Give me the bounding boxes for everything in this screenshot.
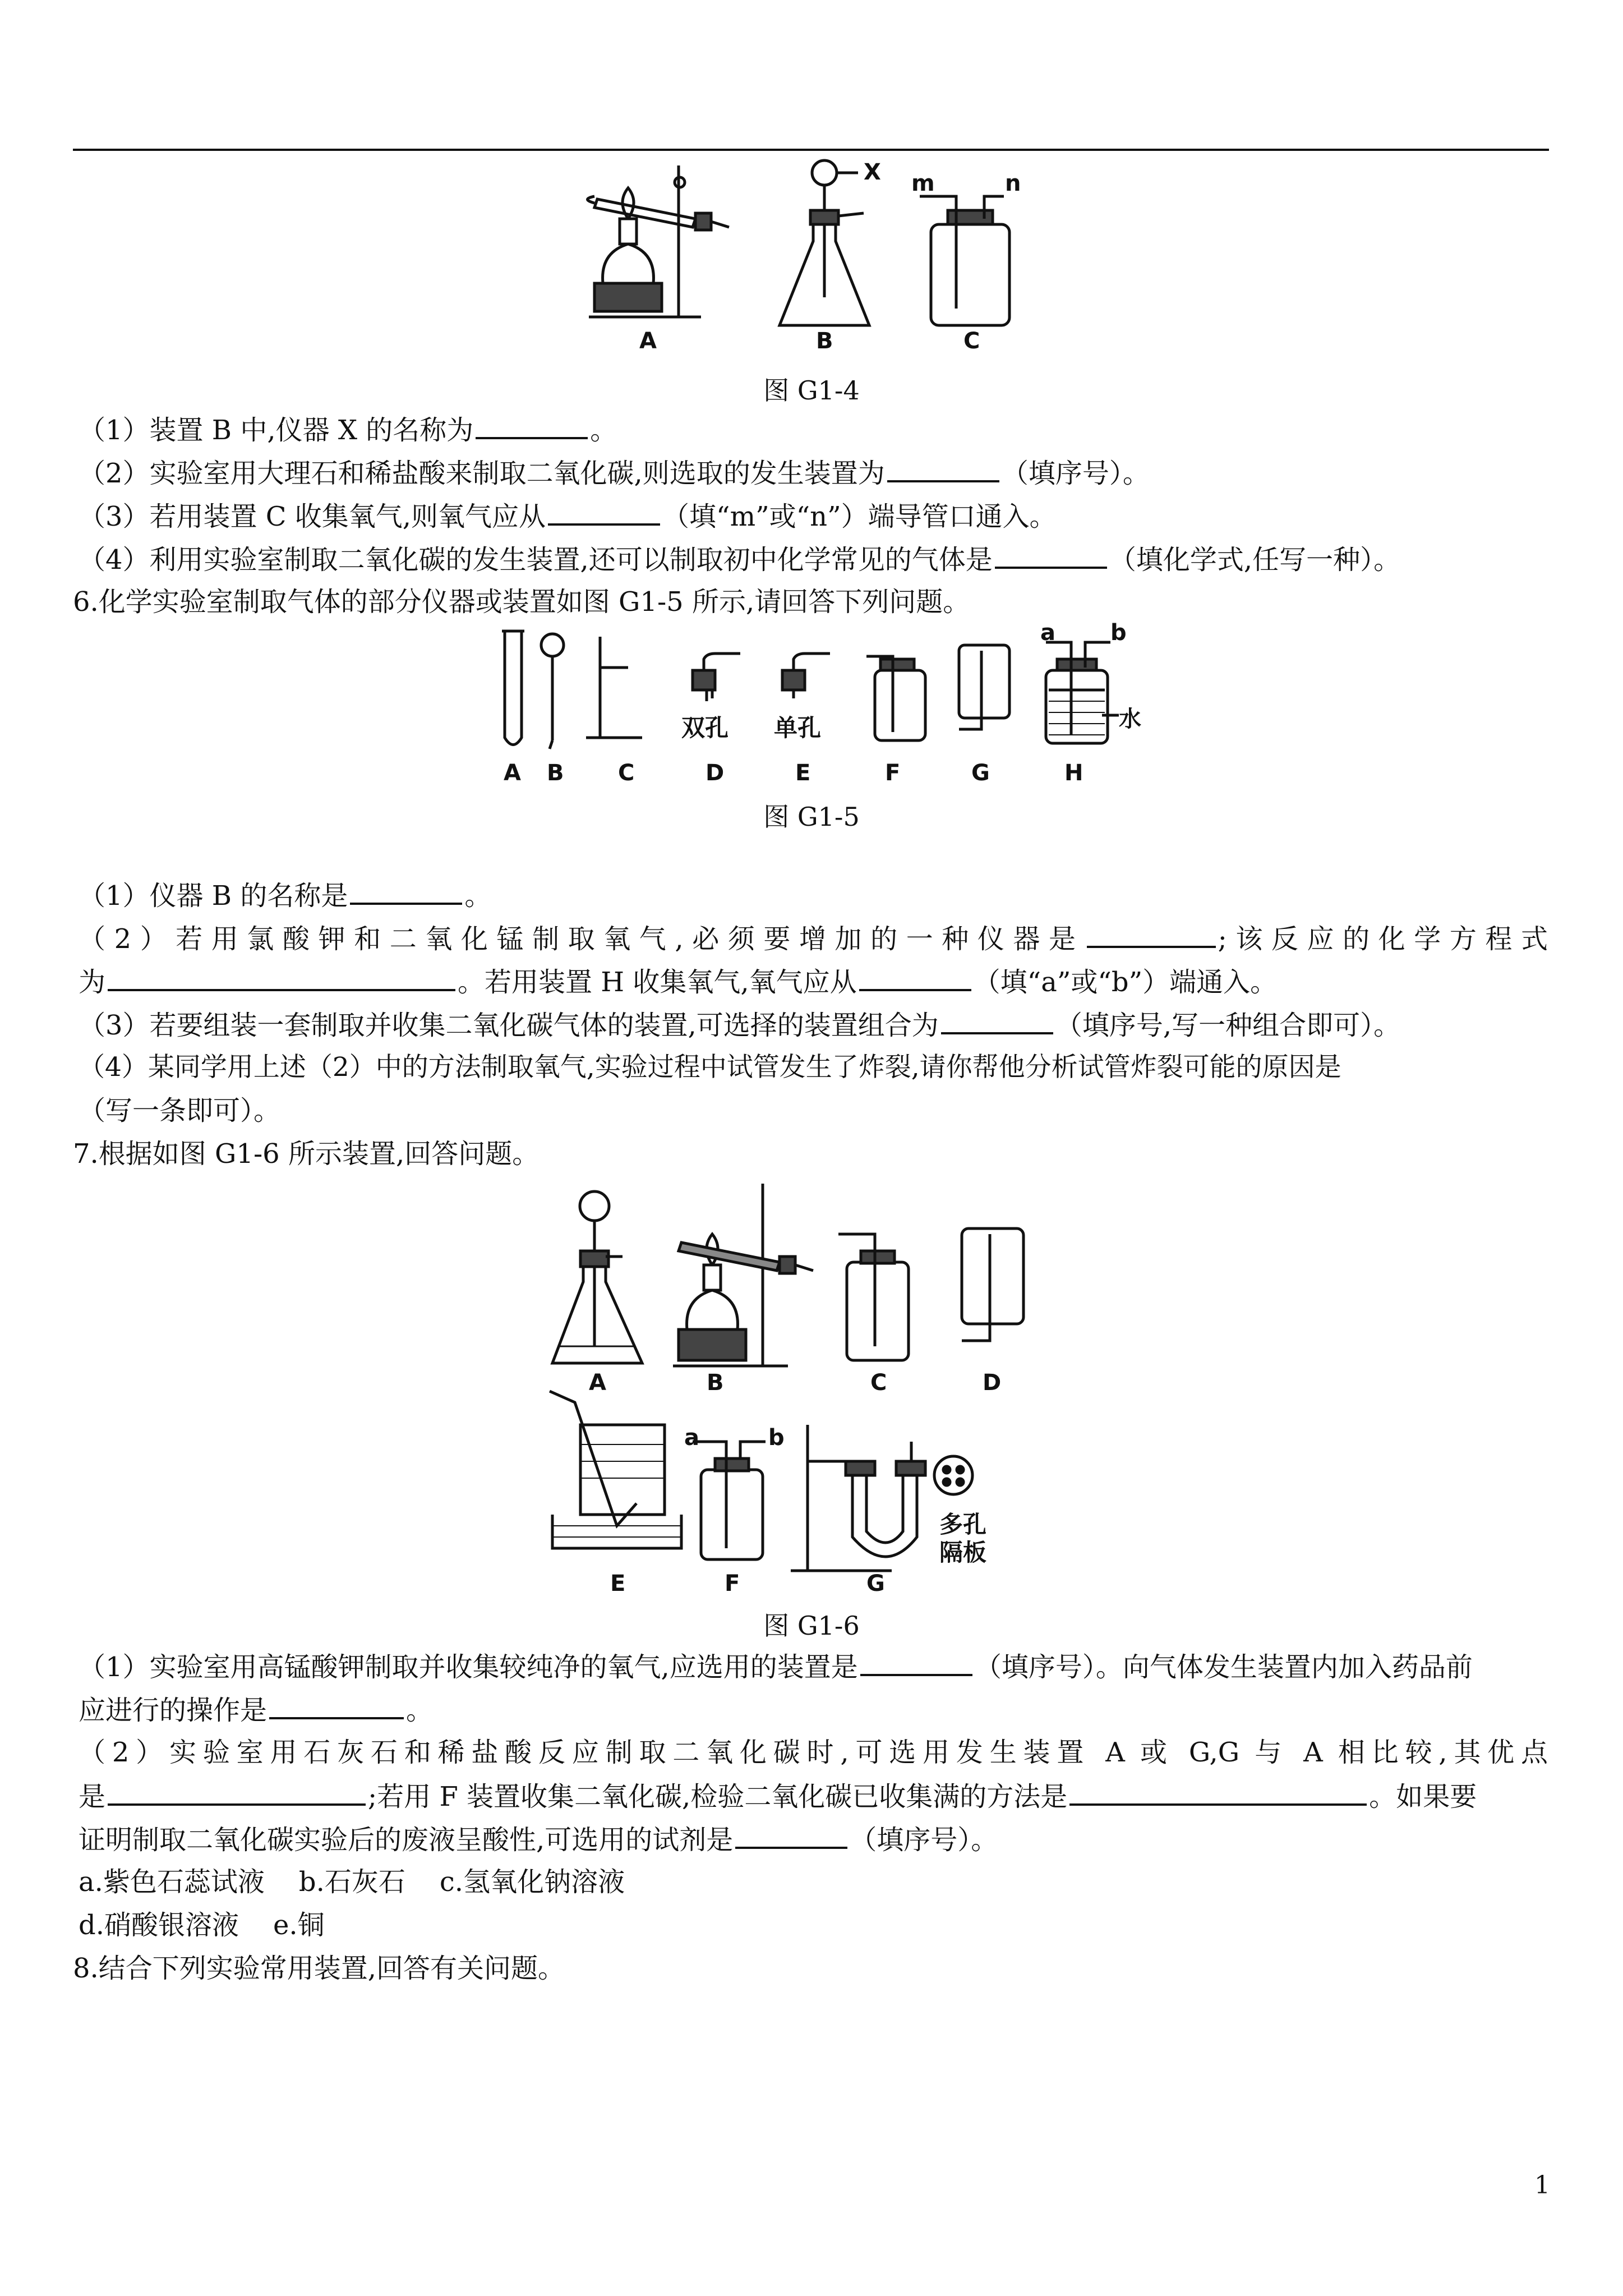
figure-g1-5 xyxy=(494,620,1141,794)
q7-line-2: 应进行的操作是 。 xyxy=(79,1692,433,1727)
fig6-label-g: G xyxy=(866,1571,885,1596)
q7-options-2: d.硝酸银溶液 e.铜 xyxy=(79,1910,325,1941)
answer-blank[interactable] xyxy=(887,455,999,482)
header-rule xyxy=(73,149,1549,151)
figure-g1-6 xyxy=(544,1178,1094,1599)
fig6-label-c: C xyxy=(870,1370,887,1396)
figure-caption-g1-5: 图 G1-5 xyxy=(763,802,860,832)
answer-blank[interactable] xyxy=(735,1822,847,1849)
fig6-label-e: E xyxy=(610,1571,626,1596)
answer-blank[interactable] xyxy=(350,878,462,905)
q5-line-1: （1）装置 B 中,仪器 X 的名称为 。 xyxy=(79,412,617,447)
fig5-label-d-item: D xyxy=(706,760,725,786)
answer-blank[interactable] xyxy=(269,1692,404,1719)
label-m: m xyxy=(911,171,935,196)
answer-blank[interactable] xyxy=(941,1007,1053,1034)
answer-blank[interactable] xyxy=(1087,921,1216,948)
answer-blank[interactable] xyxy=(860,1649,972,1676)
apparatus-b-drawing xyxy=(780,159,881,325)
fig5-label-g-item: G xyxy=(971,760,990,786)
fig5-label-a: a xyxy=(1040,620,1055,646)
figure-caption-g1-6: 图 G1-6 xyxy=(763,1611,860,1641)
answer-blank[interactable] xyxy=(859,964,971,991)
q7-line-3: （2）实验室用石灰石和稀盐酸反应制取二氧化碳时,可选用发生装置 A 或 G,G 与 A 相比较,其优点 xyxy=(79,1737,1548,1768)
answer-blank[interactable] xyxy=(476,412,588,439)
fig5-label-b: b xyxy=(1110,620,1127,646)
bottle-f-drawing xyxy=(875,670,925,740)
answer-blank[interactable] xyxy=(108,1779,366,1806)
double-hole-stopper-drawing xyxy=(693,670,715,690)
fig5-label-c-item: C xyxy=(618,760,635,786)
q6-line-1: （1）仪器 B 的名称是 。 xyxy=(79,878,491,913)
fig4-label-b: B xyxy=(816,328,833,354)
q7-line-4: 是 ;若用 F 装置收集二氧化碳,检验二氧化碳已收集满的方法是 。如果要 xyxy=(79,1779,1477,1814)
figure-caption-g1-4: 图 G1-4 xyxy=(763,375,860,406)
fig4-label-a: A xyxy=(639,328,657,354)
label-x: X xyxy=(864,159,881,185)
porous-plate-label-2: 隔板 xyxy=(939,1539,987,1566)
answer-blank[interactable] xyxy=(108,964,455,991)
fig5-label-b-item: B xyxy=(547,760,564,786)
fig6-label-f: F xyxy=(725,1571,740,1596)
answer-blank[interactable] xyxy=(995,542,1107,569)
q7-line-5: 证明制取二氧化碳实验后的废液呈酸性,可选用的试剂是 （填序号）。 xyxy=(79,1822,998,1857)
fig6-label-a: A xyxy=(589,1370,606,1396)
q7-line-1: （1）实验室用高锰酸钾制取并收集较纯净的氧气,应选用的装置是 （填序号）。向气体发生装置内加入药品前 xyxy=(79,1649,1473,1684)
label-n: n xyxy=(1005,171,1021,196)
bottle-g-drawing xyxy=(959,645,1009,718)
single-hole-label: 单孔 xyxy=(774,714,822,742)
funnel-drawing xyxy=(541,634,564,656)
q7-title: 7.根据如图 G1-6 所示装置,回答问题。 xyxy=(73,1138,540,1170)
fig6-label-d: D xyxy=(983,1370,1002,1396)
fig6-label-port-b: b xyxy=(768,1425,785,1451)
q6-line-5: （4）某同学用上述（2）中的方法制取氧气,实验过程中试管发生了炸裂,请你帮他分析试管炸裂可能的原因是 xyxy=(79,1052,1341,1083)
fig6-label-b: B xyxy=(707,1370,724,1396)
porous-plate-label: 多孔 xyxy=(939,1511,987,1538)
fig5-label-e-item: E xyxy=(795,760,811,786)
q8-title: 8.结合下列实验常用装置,回答有关问题。 xyxy=(73,1953,565,1984)
q7-options-1: a.紫色石蕊试液 b.石灰石 c.氢氧化钠溶液 xyxy=(79,1866,625,1898)
q6-line-4: （3）若要组装一套制取并收集二氧化碳气体的装置,可选择的装置组合为 （填序号,写一种组合即可）。 xyxy=(79,1007,1400,1042)
fig5-label-a-item: A xyxy=(504,760,521,786)
test-tube-drawing xyxy=(505,631,522,745)
water-label: 水 xyxy=(1119,706,1141,732)
answer-blank[interactable] xyxy=(548,499,660,526)
page-number: 1 xyxy=(1534,2171,1550,2200)
answer-blank[interactable] xyxy=(1069,1779,1367,1806)
fig5-label-h-item: H xyxy=(1064,760,1083,786)
apparatus-c-drawing xyxy=(911,171,1021,325)
single-hole-stopper-drawing xyxy=(782,670,805,690)
q6-line-6: （写一条即可）。 xyxy=(79,1095,281,1126)
q5-line-4: （4）利用实验室制取二氧化碳的发生装置,还可以制取初中化学常见的气体是 （填化学式,任写一种）。 xyxy=(79,542,1400,577)
figure-g1-4 xyxy=(561,157,1066,359)
q6-line-2: （2）若用氯酸钾和二氧化锰制取氧气,必须要增加的一种仪器是 ;该反应的化学方程式 xyxy=(79,921,1548,956)
fig4-label-c: C xyxy=(963,328,980,354)
q5-line-3: （3）若用装置 C 收集氧气,则氧气应从 （填“m”或“n”）端导管口通入。 xyxy=(79,499,1057,533)
double-hole-label: 双孔 xyxy=(681,714,729,742)
fig5-label-f-item: F xyxy=(885,760,901,786)
q6-title: 6.化学实验室制取气体的部分仪器或装置如图 G1-5 所示,请回答下列问题。 xyxy=(73,586,970,618)
q5-line-2: （2）实验室用大理石和稀盐酸来制取二氧化碳,则选取的发生装置为 （填序号）。 xyxy=(79,455,1150,490)
bottle-h-drawing xyxy=(1046,670,1108,743)
q6-line-3: 为 。若用装置 H 收集氧气,氧气应从 （填“a”或“b”）端通入。 xyxy=(79,964,1277,999)
apparatus-a-drawing xyxy=(588,165,730,317)
fig6-label-port-a: a xyxy=(684,1425,699,1451)
